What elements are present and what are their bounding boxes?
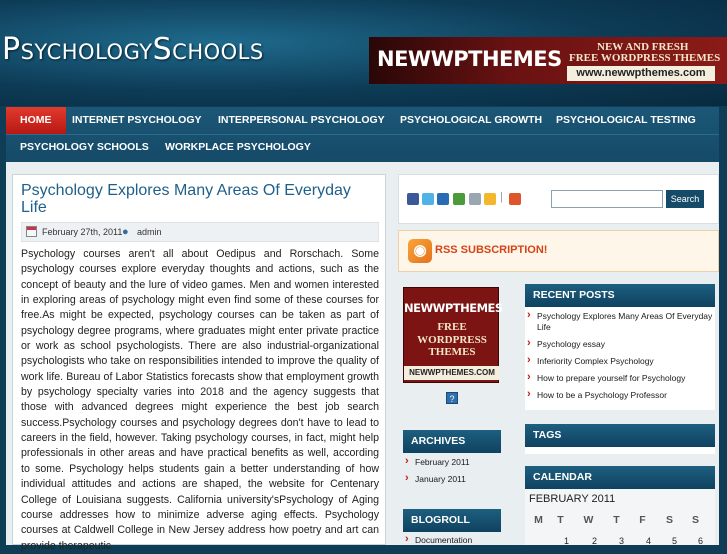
nav-item-internet-psychology[interactable]: INTERNET PSYCHOLOGY [72,114,202,126]
weekday: W [583,514,594,526]
nav-item-interpersonal-psychology[interactable]: INTERPERSONAL PSYCHOLOGY [218,114,385,126]
archives-title: ARCHIVES [403,430,501,453]
tags-title: TAGS [525,424,715,447]
blogroll-title: BLOGROLL [403,509,501,532]
weekday: M [534,514,543,526]
weekday: F [639,514,646,526]
ad-tagline [404,321,500,359]
post-title[interactable]: Psychology Explores Many Areas Of Everyday Life [21,182,351,216]
search-button[interactable]: Search [666,190,704,208]
main-nav [6,107,719,162]
recent-post-item[interactable]: › Psychology essay [527,339,713,350]
archive-item[interactable]: › February 2011 [405,457,505,468]
delicious-icon[interactable] [437,193,449,205]
blogroll-item[interactable]: › Documentation [405,535,505,546]
post-body: Psychology courses aren't all about Oedipus and Rorschach. Some psychology courses explore everyday thoughts and actions, such as the concept of beauty and the lure of video games. Men and women interested in exploring areas of psychology might even find some of these courses for free.As might be expected, psychology courses can be taken as part of psychology degree programs, where graduates might enter private practice or work as school psychologists. There are also industrial-organizational psychologists who take on responsibilities intended to improve the quality of work life. Bureau of Labor Statistics forecasts show that employment growth by psychology specialty varies into 2018 and the agency suggests that those with advanced degrees might experience the best job search success.Psychology courses and psychology degrees don't have to lead to careers in the field, however. Taking psychology courses, in fact, might help professionals in other areas and have practical benefits as well, according to some. Psychology helps students gain a better understanding of how individual attitudes and actions are shaped, the website for Centenary College of Louisiana suggests. California university'sPsychology of Aging course addresses how to minimize adverse aging effects. Psychology courses at Caldwell College in New Jersey address how poetry and art can provide therapeutic [21,248,379,552]
calendar-day[interactable]: 5 [671,536,677,546]
archive-item[interactable]: › January 2011 [405,474,505,485]
favorites-icon[interactable] [484,193,496,205]
recent-posts-list [527,311,713,407]
calendar-day[interactable]: 3 [618,536,624,546]
site-header [0,0,727,106]
calendar-day[interactable]: 4 [645,536,651,546]
add-icon[interactable] [509,193,521,205]
post-date: February 27th, 2011 [42,227,123,237]
calendar-day[interactable]: 6 [697,536,703,546]
nav-item-psychological-testing[interactable]: PSYCHOLOGICAL TESTING [556,114,696,126]
recent-post-item[interactable]: › Psychology Explores Many Areas Of Everyday Life [527,311,713,333]
post-meta [21,222,379,242]
nav-item-home[interactable]: HOME [6,107,66,134]
nav-item-psychology-schools[interactable]: PSYCHOLOGY SCHOOLS [20,141,149,153]
digg-icon[interactable] [469,193,481,205]
ad-brand: NEWWPTHEMES [404,301,503,315]
stumbleupon-icon[interactable] [453,193,465,205]
twitter-icon[interactable] [422,193,434,205]
recent-posts-title: RECENT POSTS [525,284,715,307]
post-author[interactable]: admin [137,227,162,237]
weekday: T [613,514,620,526]
ad-line1: FREE [437,321,467,333]
recent-post-item[interactable]: › How to prepare yourself for Psychology [527,373,713,384]
rss-label[interactable]: RSS SUBSCRIPTION! [435,244,548,256]
weekday: S [691,514,699,526]
site-logo[interactable]: PsychologySchools [2,32,264,67]
ad-line3: THEMES [428,346,476,358]
archives-list [405,457,505,491]
blogroll-list [405,535,505,552]
banner-line2: FREE WORDPRESS THEMES [569,52,721,64]
calendar-day[interactable]: 1 [563,536,569,546]
search-input[interactable] [551,190,663,208]
banner-url: www.newwpthemes.com [567,66,715,81]
ad-url: NEWWPTHEMES.COM [404,366,500,380]
nav-item-psychological-growth[interactable]: PSYCHOLOGICAL GROWTH [400,114,543,126]
rss-subscription[interactable] [398,230,719,272]
ad-line2: WORDPRESS [417,333,487,346]
banner-brand: NEWWPTHEMES [377,47,562,71]
calendar-month: FEBRUARY 2011 [529,493,616,505]
share-separator: | [500,191,503,203]
sidebar-ad[interactable] [403,287,503,383]
weekday: S [665,514,673,526]
calendar-title: CALENDAR [525,466,715,489]
calendar-icon [26,226,37,237]
weekday: T [557,514,564,526]
recent-post-item[interactable]: › Inferiority Complex Psychology [527,356,713,367]
nav-item-workplace-psychology[interactable]: WORKPLACE PSYCHOLOGY [165,141,311,153]
recent-post-item[interactable]: › How to be a Psychology Professor [527,390,713,401]
calendar-day[interactable]: 2 [591,536,597,546]
post-article [12,174,386,552]
user-icon: ● [122,226,129,238]
rss-icon: ◉ [408,239,432,263]
header-banner-ad[interactable] [369,37,727,84]
banner-line1: NEW AND FRESH [597,41,689,53]
help-icon[interactable]: ? [446,392,458,404]
facebook-icon[interactable] [407,193,419,205]
